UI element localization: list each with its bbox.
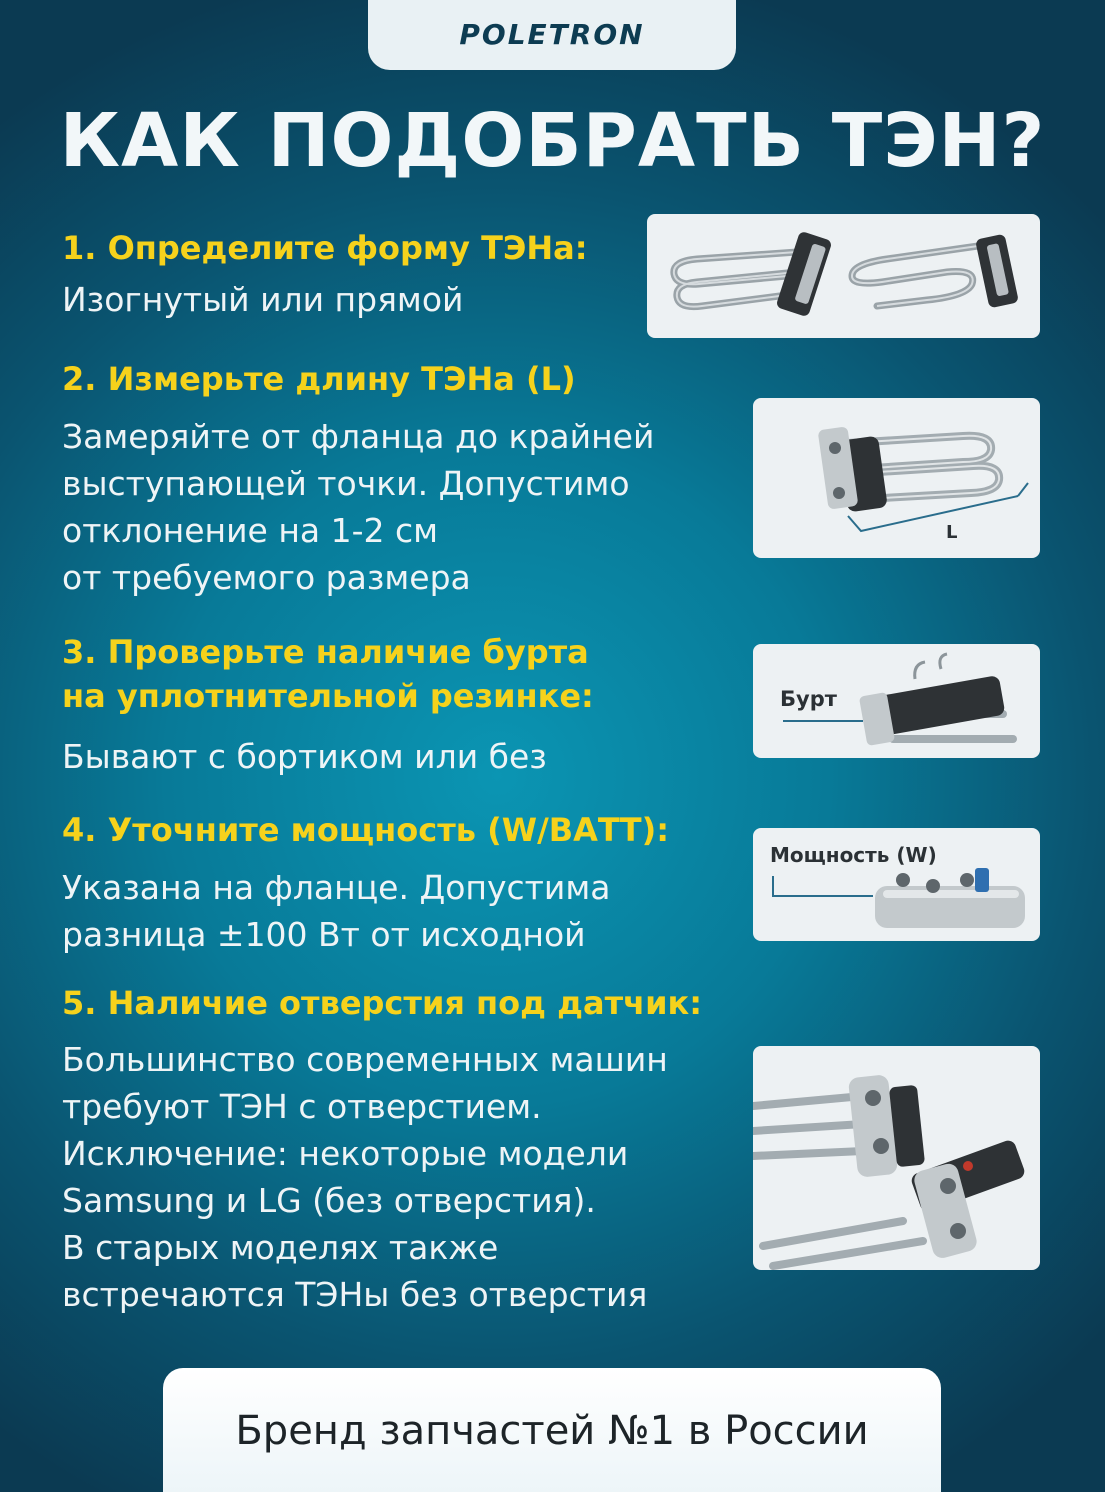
step-5-body-line: В старых моделях также: [62, 1228, 499, 1267]
page-title: КАК ПОДОБРАТЬ ТЭН?: [59, 98, 1046, 184]
step-5-heading: [62, 981, 702, 1025]
step-2-body: [62, 413, 654, 601]
step-5-heading-line: 5. Наличие отверстия под датчик:: [62, 984, 703, 1022]
step-2-body-line: Замеряйте от фланца до крайней: [62, 417, 655, 456]
power-rating-photo: [753, 828, 1040, 941]
sensor-hole-photo: [753, 1046, 1040, 1270]
sensor-hole-illustration: [753, 1046, 1040, 1270]
step-4-heading: [62, 808, 669, 852]
step-4-body-line: Указана на фланце. Допустима: [62, 868, 611, 907]
power-rating-illustration: [753, 828, 1040, 941]
step-3-body-line: Бывают с бортиком или без: [62, 737, 547, 776]
length-marker-label: L: [946, 522, 958, 543]
power-marker-label: Мощность (W): [770, 843, 937, 867]
heater-shapes-photo: [647, 214, 1040, 338]
logo-tab: [368, 0, 736, 70]
step-1-body-line: Изогнутый или прямой: [62, 280, 464, 319]
collar-marker-label: Бурт: [780, 687, 837, 711]
step-3-heading-line: на уплотнительной резинке:: [62, 677, 594, 715]
step-2-body-line: отклонение на 1-2 см: [62, 511, 439, 550]
step-3-body: [62, 733, 547, 780]
step-4-body: [62, 864, 610, 958]
step-3-heading: [62, 630, 594, 718]
step-5-body-line: Большинство современных машин: [62, 1040, 668, 1079]
step-4-body-line: разница ±100 Вт от исходной: [62, 915, 586, 954]
step-1-heading: [62, 226, 588, 270]
step-2-body-line: выступающей точки. Допустимо: [62, 464, 630, 503]
step-5-body-line: Исключение: некоторые модели: [62, 1134, 629, 1173]
step-4-heading-line: 4. Уточните мощность (W/ВАТТ):: [62, 811, 669, 849]
footer-slogan: Бренд запчастей №1 в России: [235, 1408, 869, 1454]
brand-logo: POLETRON: [459, 17, 645, 51]
step-3-heading-line: 3. Проверьте наличие бурта: [62, 633, 589, 671]
seal-collar-illustration: [753, 644, 1040, 758]
heater-length-illustration: [753, 398, 1040, 558]
step-5-body-line: требуют ТЭН с отверстием.: [62, 1087, 542, 1126]
step-2-heading: [62, 357, 576, 401]
step-5-body-line: Samsung и LG (без отверстия).: [62, 1181, 596, 1220]
heater-length-photo: [753, 398, 1040, 558]
step-1-body: [62, 276, 463, 323]
step-2-body-line: от требуемого размера: [62, 558, 471, 597]
footer-banner: [163, 1368, 941, 1492]
step-2-heading-line: 2. Измерьте длину ТЭНа (L): [62, 360, 576, 398]
step-5-body: [62, 1036, 668, 1318]
heater-shapes-illustration: [647, 214, 1040, 338]
seal-collar-photo: [753, 644, 1040, 758]
step-5-body-line: встречаются ТЭНы без отверстия: [62, 1275, 648, 1314]
step-1-heading-line: 1. Определите форму ТЭНа:: [62, 229, 588, 267]
